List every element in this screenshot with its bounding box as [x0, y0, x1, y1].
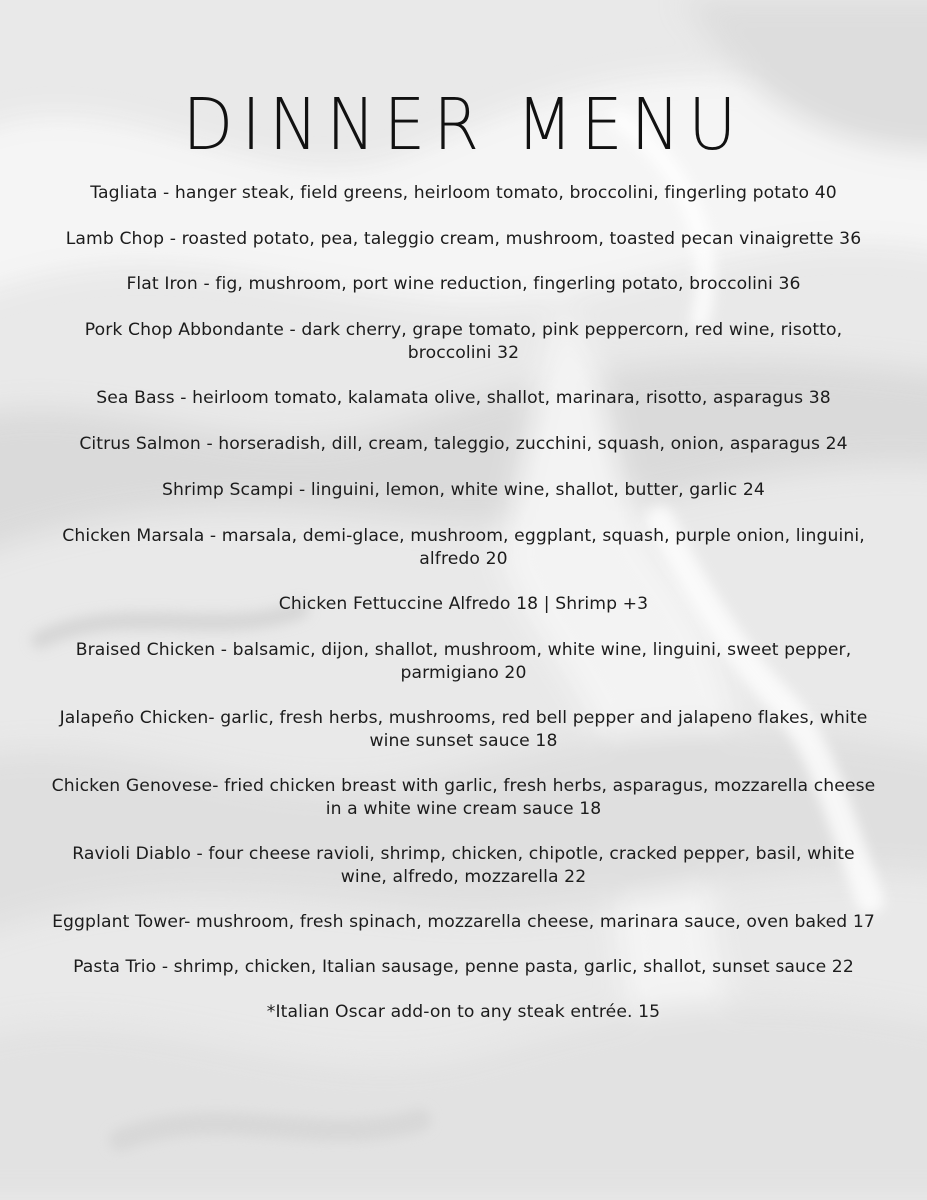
menu-item: Ravioli Diablo - four cheese ravioli, shrimp, chicken, chipotle, cracked pepper, basil, white wine, alfredo, mozzarella 22	[72, 844, 855, 887]
menu-item: Braised Chicken - balsamic, dijon, shallot, mushroom, white wine, linguini, sweet pepper, parmigiano 20	[75, 640, 852, 683]
menu-item: Citrus Salmon - horseradish, dill, cream, taleggio, zucchini, squash, onion, asparagus 24	[79, 434, 848, 454]
menu-item: Eggplant Tower- mushroom, fresh spinach, mozzarella cheese, marinara sauce, oven baked 17	[52, 912, 875, 932]
menu-item: Tagliata - hanger steak, field greens, heirloom tomato, broccolini, fingerling potato 40	[90, 183, 837, 203]
menu-item: Lamb Chop - roasted potato, pea, taleggio cream, mushroom, toasted pecan vinaigrette 36	[65, 229, 862, 249]
menu-item: Pork Chop Abbondante - dark cherry, grape tomato, pink peppercorn, red wine, risotto, broccolini 32	[84, 320, 843, 363]
menu-item: Jalapeño Chicken- garlic, fresh herbs, mushrooms, red bell pepper and jalapeno flakes, white wine sunset sauce 18	[59, 708, 868, 751]
menu-title: DINNER MENU	[182, 82, 745, 167]
menu-footnote: *Italian Oscar add-on to any steak entrée. 15	[266, 1002, 661, 1022]
menu-item: Pasta Trio - shrimp, chicken, Italian sausage, penne pasta, garlic, shallot, sunset sauce 22	[73, 957, 854, 977]
menu-item: Chicken Genovese- fried chicken breast with garlic, fresh herbs, asparagus, mozzarella cheese in a white wine cream sauce 18	[51, 776, 876, 819]
menu-list	[50, 182, 877, 1047]
menu-item: Flat Iron - fig, mushroom, port wine reduction, fingerling potato, broccolini 36	[126, 274, 801, 294]
menu-item: Shrimp Scampi - linguini, lemon, white wine, shallot, butter, garlic 24	[162, 480, 765, 500]
menu-item: Chicken Marsala - marsala, demi-glace, mushroom, eggplant, squash, purple onion, linguini, alfredo 20	[62, 526, 865, 569]
menu-item: Chicken Fettuccine Alfredo 18 | Shrimp +3	[278, 594, 649, 614]
menu-item: Sea Bass - heirloom tomato, kalamata olive, shallot, marinara, risotto, asparagus 38	[96, 388, 831, 408]
